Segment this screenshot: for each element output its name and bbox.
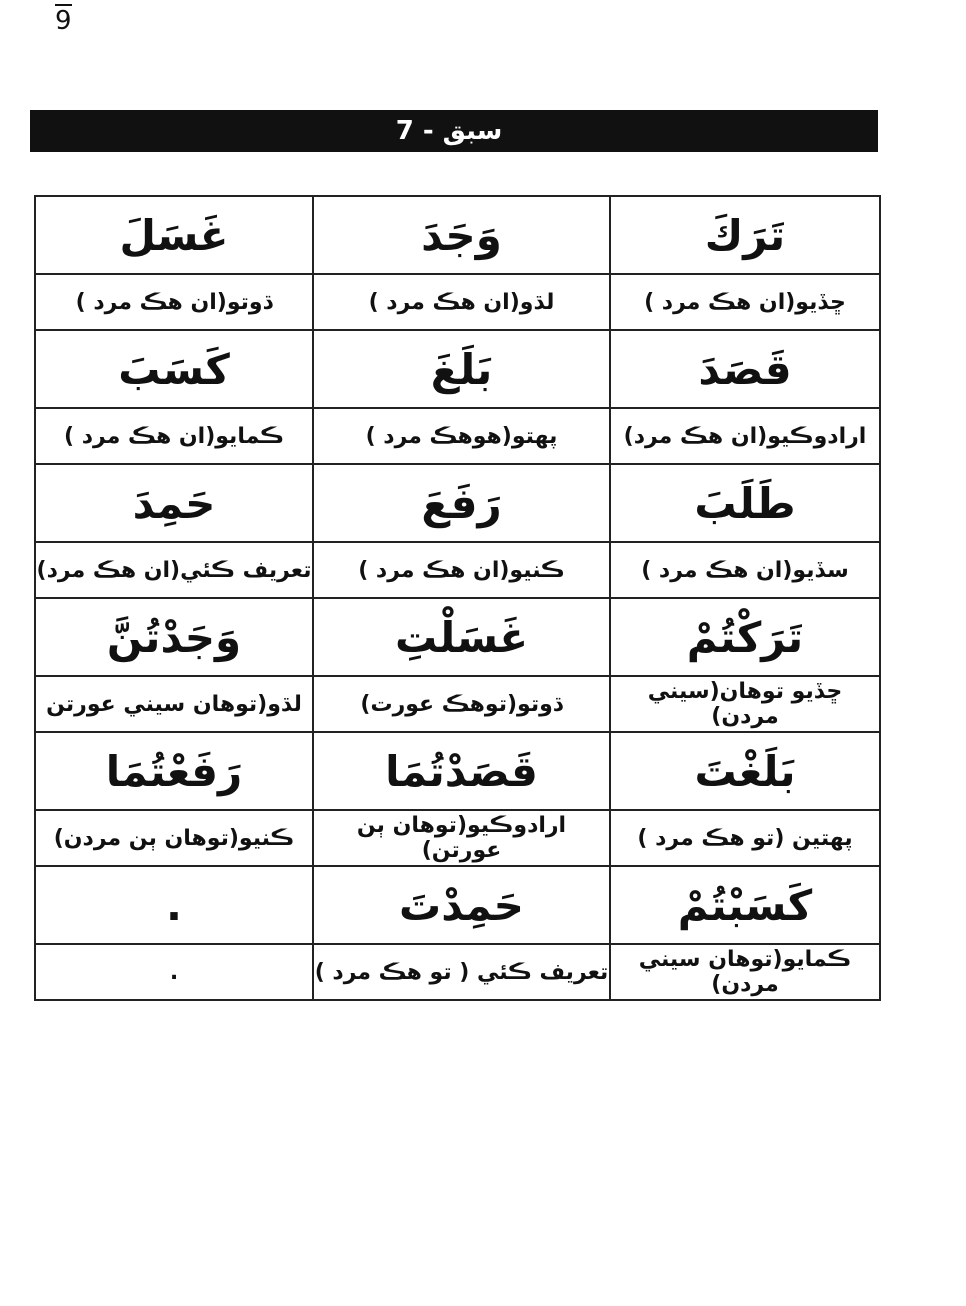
meaning-cell: ڪمايو(توهان سيني مردن)	[610, 944, 880, 1000]
word-row	[35, 866, 880, 944]
word-cell: رَفَعَ	[313, 464, 610, 542]
lesson-header-bar	[30, 110, 878, 152]
meaning-row	[35, 542, 880, 598]
meaning-row	[35, 810, 880, 866]
word-cell: .	[35, 866, 313, 944]
word-cell: غَسَلَ	[35, 196, 313, 274]
word-cell: حَمِدْتَ	[313, 866, 610, 944]
word-cell: رَفَعْتُمَا	[35, 732, 313, 810]
word-cell: تَرَكَ	[610, 196, 880, 274]
meaning-row	[35, 408, 880, 464]
meaning-cell: ڇڏيو توهان(سيني مردن)	[610, 676, 880, 732]
word-row	[35, 598, 880, 676]
meaning-cell: پهتين (تو هڪ مرد )	[610, 810, 880, 866]
meaning-cell: تعريف ڪئي ( تو هڪ مرد )	[313, 944, 610, 1000]
meaning-cell: ڇڏيو(ان هڪ مرد )	[610, 274, 880, 330]
word-cell: بَلَغَ	[313, 330, 610, 408]
word-cell: تَرَكْتُمْ	[610, 598, 880, 676]
vocabulary-table	[34, 195, 881, 1001]
word-row	[35, 196, 880, 274]
word-cell: طَلَبَ	[610, 464, 880, 542]
meaning-cell: پهتو(هوهڪ مرد )	[313, 408, 610, 464]
meaning-cell: لڌو(توهان سيني عورتن	[35, 676, 313, 732]
word-cell: كَسَبْتُمْ	[610, 866, 880, 944]
meaning-cell: سڏيو(ان هڪ مرد )	[610, 542, 880, 598]
meaning-cell: .	[35, 944, 313, 1000]
meaning-cell: ڪنيو(ان هڪ مرد )	[313, 542, 610, 598]
meaning-row	[35, 944, 880, 1000]
lesson-title: سبق - 7	[395, 116, 503, 146]
word-cell: غَسَلْتِ	[313, 598, 610, 676]
meaning-row	[35, 676, 880, 732]
word-cell: وَجَدْتُنَّ	[35, 598, 313, 676]
meaning-cell: تعريف ڪئي(ان هڪ مرد)	[35, 542, 313, 598]
word-cell: قَصَدَ	[610, 330, 880, 408]
meaning-row	[35, 274, 880, 330]
word-row	[35, 464, 880, 542]
meaning-cell: ڌوتو(توهڪ عورت)	[313, 676, 610, 732]
word-cell: قَصَدْتُمَا	[313, 732, 610, 810]
page-number: 9	[55, 6, 72, 36]
meaning-cell: ارادوڪيو(ان هڪ مرد)	[610, 408, 880, 464]
meaning-cell: ڪمايو(ان هڪ مرد )	[35, 408, 313, 464]
meaning-cell: ڪنيو(توهان ٻن مردن)	[35, 810, 313, 866]
word-row	[35, 732, 880, 810]
word-cell: حَمِدَ	[35, 464, 313, 542]
meaning-cell: لڌو(ان هڪ مرد )	[313, 274, 610, 330]
meaning-cell: ڌوتو(ان هڪ مرد )	[35, 274, 313, 330]
word-cell: بَلَغْتَ	[610, 732, 880, 810]
word-cell: وَجَدَ	[313, 196, 610, 274]
word-row	[35, 330, 880, 408]
meaning-cell: ارادوڪيو(توهان ٻن عورتن)	[313, 810, 610, 866]
word-cell: كَسَبَ	[35, 330, 313, 408]
